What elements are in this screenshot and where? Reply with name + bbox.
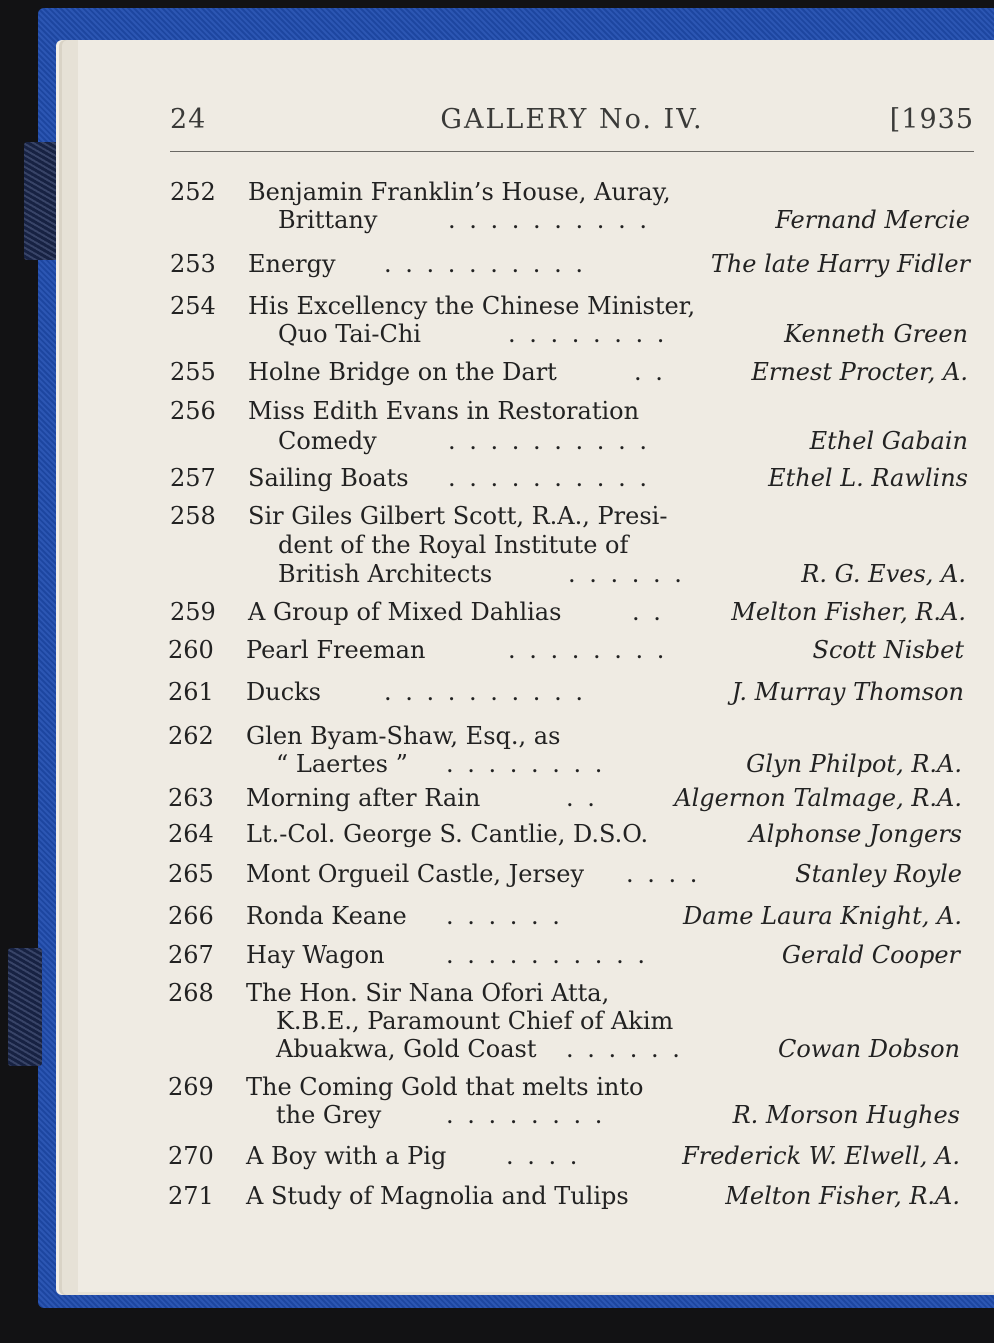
- leader-dots: . .: [566, 784, 598, 812]
- entry-number: 256: [170, 397, 216, 425]
- leader-dots: . . . . . .: [568, 560, 685, 588]
- entry-title-line: Hay Wagon: [246, 941, 385, 969]
- entry-number: 255: [170, 358, 216, 386]
- entry-number: 266: [168, 902, 214, 930]
- entry-artist: The late Harry Fidler: [710, 250, 970, 278]
- entry-artist: Ethel Gabain: [809, 427, 968, 455]
- entry-artist: Alphonse Jongers: [749, 820, 962, 848]
- catalogue-entry-268: [168, 979, 960, 1063]
- entry-title-line: A Boy with a Pig: [246, 1142, 447, 1170]
- catalogue-entry-259: [170, 598, 966, 626]
- entry-artist: Frederick W. Elwell, A.: [682, 1142, 960, 1170]
- catalogue-entry-269: [168, 1073, 960, 1129]
- catalogue-entry-264: [168, 820, 962, 848]
- entry-title-line: Ducks: [246, 678, 321, 706]
- entry-title-line: Abuakwa, Gold Coast: [276, 1035, 537, 1063]
- catalogue-entry-256: [170, 397, 968, 457]
- leader-dots: . . . . . . . . . .: [448, 427, 650, 455]
- entry-number: 267: [168, 941, 214, 969]
- entry-title-line: A Group of Mixed Dahlias: [248, 598, 562, 626]
- catalogue-entry-270: [168, 1142, 960, 1170]
- entry-title-line: The Hon. Sir Nana Ofori Atta,: [246, 979, 610, 1007]
- entry-number: 263: [168, 784, 214, 812]
- catalogue-entry-265: [168, 860, 962, 888]
- entry-artist: Algernon Talmage, R.A.: [674, 784, 962, 812]
- leader-dots: . . . . . . . .: [446, 750, 606, 778]
- entry-title-line: Morning after Rain: [246, 784, 481, 812]
- entry-title-line: Lt.-Col. George S. Cantlie, D.S.O.: [246, 820, 649, 848]
- entry-title-line: His Excellency the Chinese Minister,: [248, 292, 696, 320]
- entry-number: 264: [168, 820, 214, 848]
- entry-number: 268: [168, 979, 214, 1007]
- leader-dots: . . . . . . . . . .: [384, 250, 586, 278]
- entry-title-line: A Study of Magnolia and Tulips: [246, 1182, 629, 1210]
- entry-title-line: Pearl Freeman: [246, 636, 426, 664]
- entry-number: 269: [168, 1073, 214, 1101]
- entry-title-line: Comedy: [278, 427, 377, 455]
- entry-title-line: Glen Byam-Shaw, Esq., as: [246, 722, 561, 750]
- catalogue-entry-266: [168, 902, 962, 930]
- entry-number: 260: [168, 636, 214, 664]
- catalogue-entry-252: [170, 178, 970, 234]
- leader-dots: . .: [634, 358, 666, 386]
- catalogue-entry-261: [168, 678, 964, 706]
- entry-title-line: dent of the Royal Institute of: [278, 531, 629, 559]
- leader-dots: . . . .: [626, 860, 701, 888]
- entry-number: 254: [170, 292, 216, 320]
- catalogue-entry-260: [168, 636, 964, 664]
- leader-dots: . . . . . . . . . .: [448, 206, 650, 234]
- leader-dots: . . . .: [506, 1142, 581, 1170]
- entry-artist: Kenneth Green: [784, 320, 968, 348]
- catalogue-entry-253: [170, 250, 970, 278]
- page-year: [1935: [889, 104, 974, 135]
- entry-title-line: the Grey: [276, 1101, 382, 1129]
- catalogue-entry-258: [170, 502, 966, 589]
- leader-dots: . .: [632, 598, 664, 626]
- entry-number: 253: [170, 250, 216, 278]
- entry-artist: Glyn Philpot, R.A.: [746, 750, 962, 778]
- entry-number: 257: [170, 464, 216, 492]
- catalogue-entry-263: [168, 784, 962, 812]
- leader-dots: . . . . . . . .: [508, 320, 668, 348]
- entry-title-line: Mont Orgueil Castle, Jersey: [246, 860, 585, 888]
- entry-title-line: Quo Tai-Chi: [278, 320, 421, 348]
- entry-title-line: Brittany: [278, 206, 378, 234]
- entry-number: 270: [168, 1142, 214, 1170]
- entry-artist: Cowan Dobson: [777, 1035, 960, 1063]
- entry-title-line: Miss Edith Evans in Restoration: [248, 397, 640, 425]
- entry-artist: Scott Nisbet: [812, 636, 964, 664]
- entry-artist: J. Murray Thomson: [731, 678, 964, 706]
- entry-artist: R. Morson Hughes: [732, 1101, 960, 1129]
- entry-title-line: K.B.E., Paramount Chief of Akim: [276, 1007, 674, 1035]
- page-title: GALLERY No. IV.: [440, 104, 704, 135]
- entry-title-line: “ Laertes ”: [276, 750, 408, 778]
- entry-artist: Gerald Cooper: [781, 941, 960, 969]
- entry-artist: Ethel L. Rawlins: [768, 464, 968, 492]
- catalogue-entry-254: [170, 292, 968, 348]
- entry-number: 271: [168, 1182, 214, 1210]
- entry-number: 262: [168, 722, 214, 750]
- entry-number: 265: [168, 860, 214, 888]
- entry-title-line: Sailing Boats: [248, 464, 409, 492]
- entry-title-line: Energy: [248, 250, 336, 278]
- entry-title-line: Benjamin Franklin’s House, Auray,: [248, 178, 671, 206]
- entry-title-line: British Architects: [278, 560, 493, 588]
- entry-artist: Dame Laura Knight, A.: [683, 902, 962, 930]
- catalogue-entry-271: [168, 1182, 960, 1210]
- entry-artist: R. G. Eves, A.: [801, 560, 966, 588]
- entry-title-line: Holne Bridge on the Dart: [248, 358, 557, 386]
- entry-number: 261: [168, 678, 214, 706]
- leader-dots: . . . . . . . . . .: [448, 464, 650, 492]
- entry-title-line: The Coming Gold that melts into: [246, 1073, 644, 1101]
- catalogue-entry-262: [168, 722, 962, 778]
- leader-dots: . . . . . . . .: [446, 1101, 606, 1129]
- catalogue-entry-267: [168, 941, 960, 969]
- entry-artist: Stanley Royle: [795, 860, 962, 888]
- leader-dots: . . . . . .: [566, 1035, 683, 1063]
- leader-dots: . . . . . . . .: [508, 636, 668, 664]
- entry-artist: Ernest Procter, A.: [751, 358, 968, 386]
- leader-dots: . . . . . . . . . .: [384, 678, 586, 706]
- leader-dots: . . . . . .: [446, 902, 563, 930]
- entry-artist: Fernand Mercie: [775, 206, 970, 234]
- page-number: 24: [170, 104, 207, 135]
- leader-dots: . . . . . . . . . .: [446, 941, 648, 969]
- entry-title-line: Sir Giles Gilbert Scott, R.A., Presi-: [248, 502, 668, 530]
- entry-number: 258: [170, 502, 216, 530]
- entry-artist: Melton Fisher, R.A.: [731, 598, 966, 626]
- entry-artist: Melton Fisher, R.A.: [725, 1182, 960, 1210]
- catalogue-entry-257: [170, 464, 968, 492]
- entry-title-line: Ronda Keane: [246, 902, 407, 930]
- entry-number: 259: [170, 598, 216, 626]
- catalogue-entry-255: [170, 358, 968, 386]
- entry-number: 252: [170, 178, 216, 206]
